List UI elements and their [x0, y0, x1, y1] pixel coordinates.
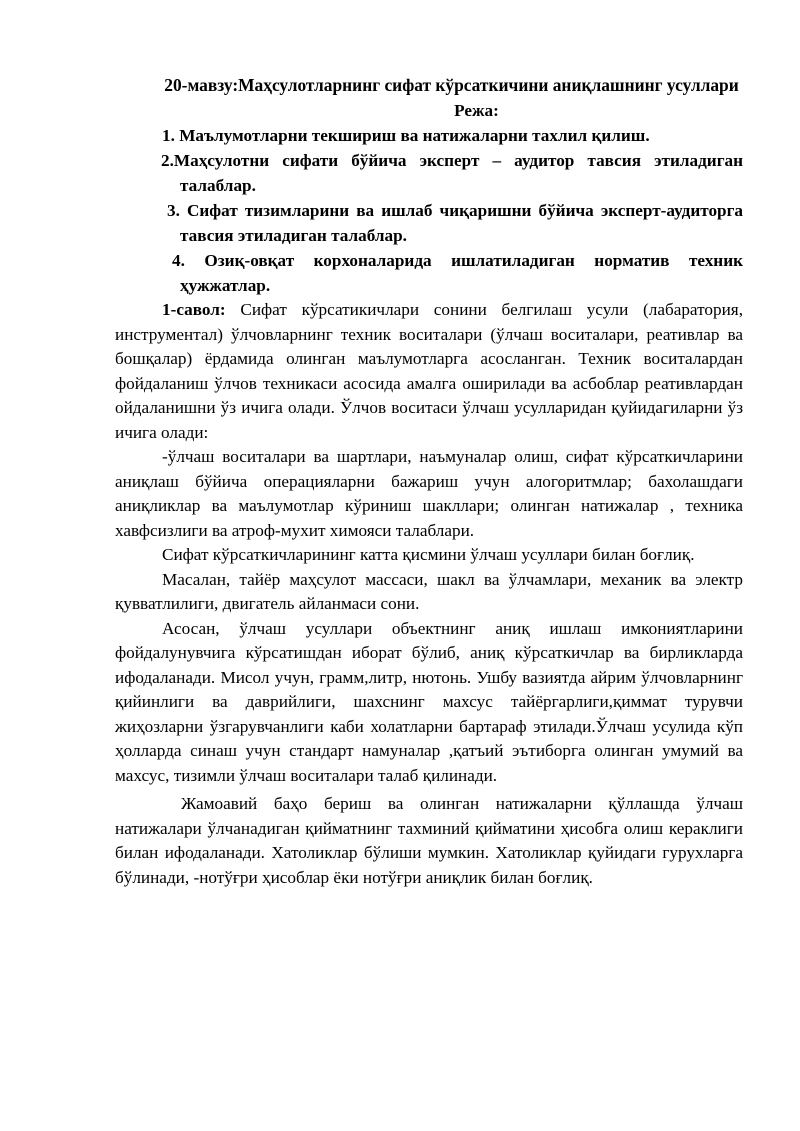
- paragraph-5: Асосан, ўлчаш усуллари объектнинг аниқ ишлаш имкониятларини фойдалунувчига кўрсатишдан иборат бўлиб, аниқ кўрсаткичлар ва бирликларда ифодаланади. Мисол учун, грамм,литр, нютонь. Ушбу вазиятда айрим ўлчовларнинг қийинлиги ва даврийлиги, шахснинг махсус тайёргарлиги,қиммат турувчи жиҳозларни ўзгарувчанлиги каби холатларни бартараф этилади.Ўлчаш усулида кўп ҳолларда синаш учун стандарт намуналар ,қатъий эътиборга олинган умумий ва махсус, тизимли ўлчаш воситалари талаб қилинади.: [115, 618, 743, 785]
- paragraph-2: -ўлчаш воситалари ва шартлари, наъмуналар олиш, сифат кўрсаткичларини аниқлаш бўйича операцияларни бажариш учун алогоритмлар; бахолашдаги аниқликлар ва маълумотлар кўриниш шакллари; олинган натижалар , техника хавфсизлиги ва атроф-мухит химояси талаблари.: [115, 447, 743, 540]
- paragraph-1-text: Сифат кўрсатикичлари сонини белгилаш усули (лабаратория, инструментал) ўлчовларнинг техник воситалари (ўлчаш воситалари, реативлар ва бошқалар) ёрдамида олинган маълумотларга асосланган. Техник воситалардан фойдаланиш ўлчов техникаси асосида амалга оширилади ва асбоблар реативлардан ойдаланишни ўз ичига олади. Ўлчов воситаси ўлчаш усулларидан қуйидагиларни ўз ичига олади:: [115, 300, 743, 442]
- paragraph-6: Жамоавий баҳо бериш ва олинган натижаларни қўллашда ўлчаш натижалари ўлчанадиган қийматнинг тахминий қийматини ҳисобга олиш кераклиги билан ифодаланади. Хатоликлар бўлиши мумкин. Хатоликлар қуйидаги гурухларга бўлинади, -нотўғри ҳисоблар ёки нотўғри аниқлик билан боғлиқ.: [115, 794, 743, 887]
- plan-heading: Режа:: [454, 101, 499, 120]
- question-label: 1-савол:: [162, 300, 226, 319]
- plan-item-1: 1. Маълумотларни текшириш ва натижаларни тахлил қилиш.: [162, 126, 650, 145]
- page-title: 20-мавзу:Маҳсулотларнинг сифат кўрсаткичини аниқлашнинг усуллари: [164, 75, 739, 95]
- plan-item-2: 2.Маҳсулотни сифати бўйича эксперт – аудитор тавсия этиладиган талаблар.: [161, 151, 743, 195]
- plan-item-3: 3. Сифат тизимларини ва ишлаб чиқаришни бўйича эксперт-аудиторга тавсия этиладиган талаблар.: [167, 201, 743, 245]
- paragraph-question-1: [115, 298, 743, 445]
- paragraph-4: Масалан, тайёр маҳсулот массаси, шакл ва ўлчамлари, механик ва электр қувватлилиги, двигатель айланмаси сони.: [115, 569, 743, 613]
- plan-item-4: 4. Озиқ-овқат корхоналарида ишлатиладиган норматив техник ҳужжатлар.: [172, 251, 743, 295]
- document-page: [115, 73, 743, 890]
- paragraph-3: Сифат кўрсаткичларининг катта қисмини ўлчаш усуллари билан боғлиқ.: [162, 545, 695, 564]
